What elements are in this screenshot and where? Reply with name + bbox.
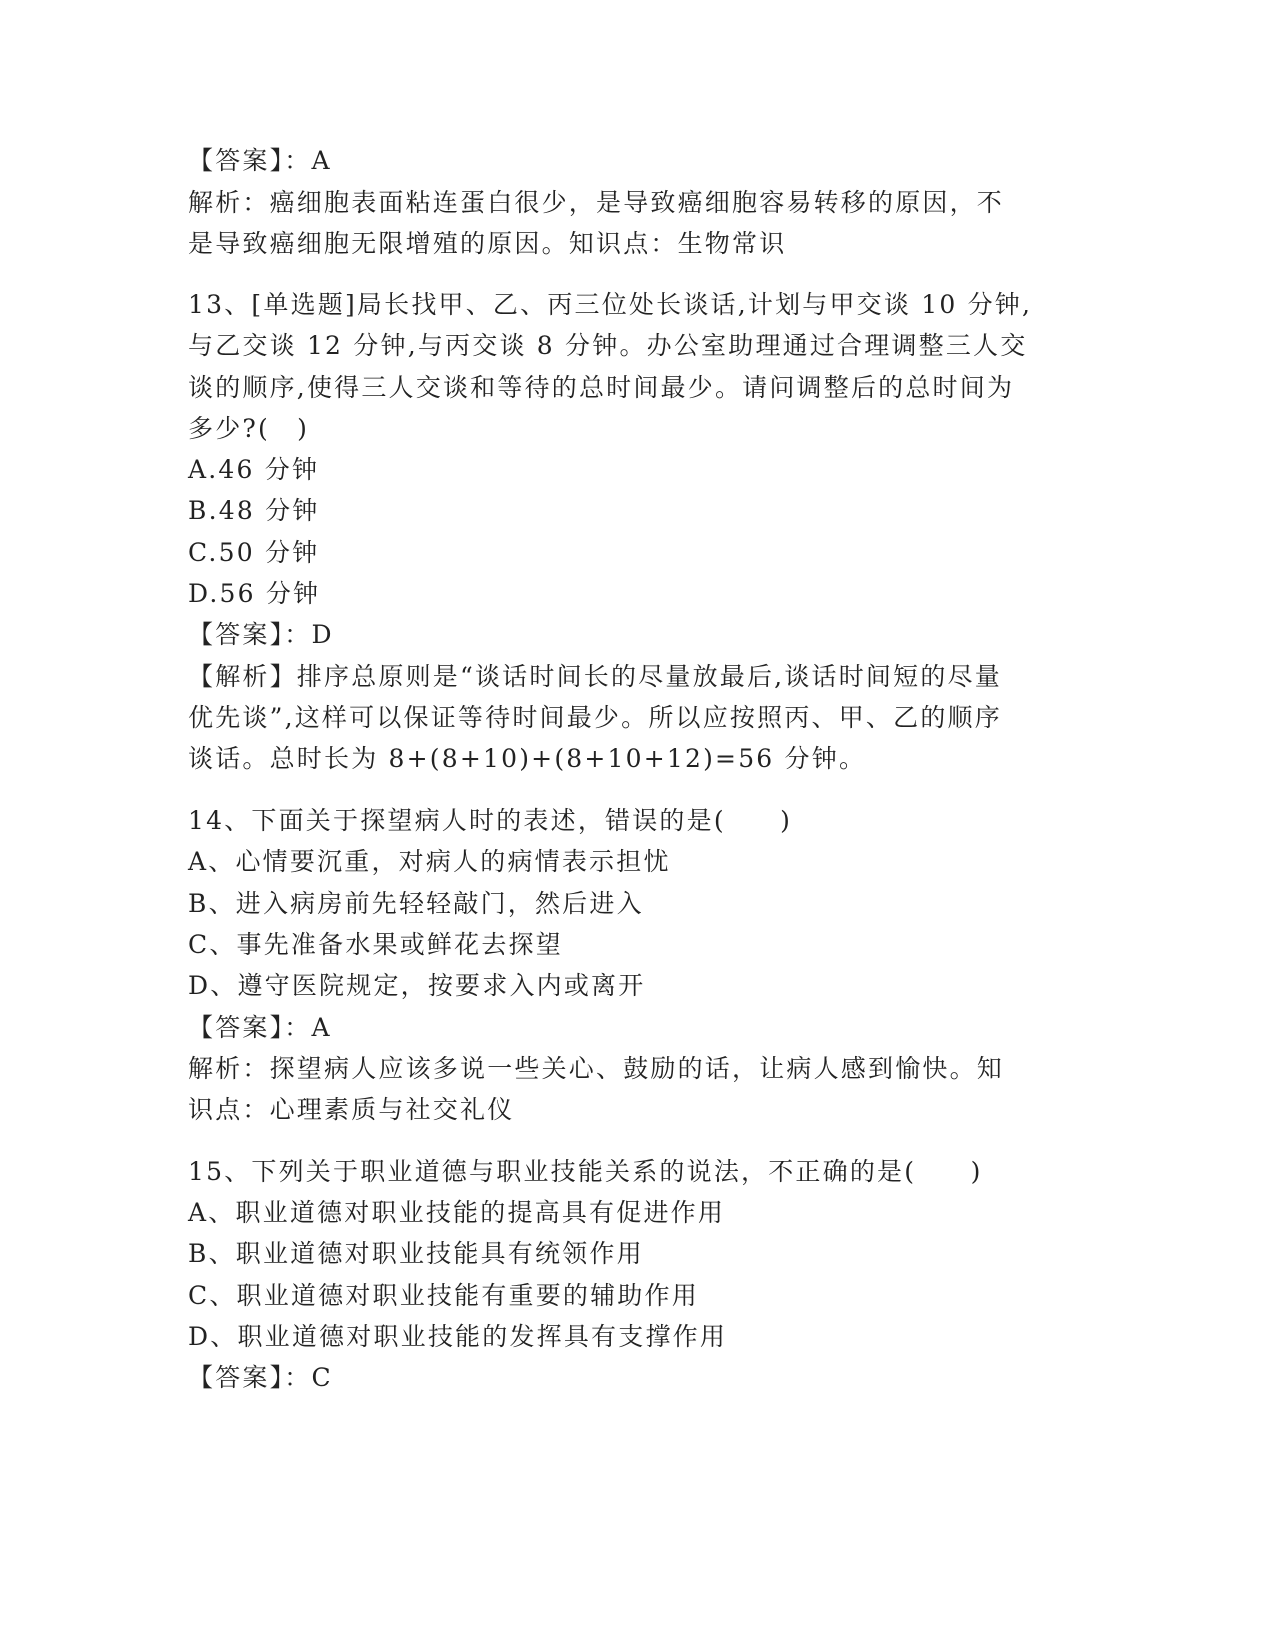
q13-stem-line-2: 与乙交谈 12 分钟,与丙交谈 8 分钟。办公室助理通过合理调整三人交	[188, 331, 1028, 360]
q13-option-b: B.48 分钟	[188, 496, 320, 525]
q12-answer: 【答案】：A	[188, 146, 332, 175]
q15-stem: 15、下列关于职业道德与职业技能关系的说法，不正确的是( )	[188, 1157, 983, 1186]
q13-stem-line-1: 13、[单选题]局长找甲、乙、丙三位处长谈话,计划与甲交谈 10 分钟,	[188, 290, 1033, 319]
q15-answer: 【答案】：C	[188, 1363, 333, 1392]
q13-option-c: C.50 分钟	[188, 538, 320, 567]
q14-answer: 【答案】：A	[188, 1013, 332, 1042]
q13-stem-line-3: 谈的顺序,使得三人交谈和等待的总时间最少。请问调整后的总时间为	[188, 373, 1015, 402]
q14-option-a: A、心情要沉重，对病人的病情表示担忧	[188, 847, 671, 876]
q13-analysis-line-1: 【解析】排序总原则是“谈话时间长的尽量放最后,谈话时间短的尽量	[188, 662, 1002, 691]
q13-answer: 【答案】：D	[188, 620, 334, 649]
q15-option-a: A、职业道德对职业技能的提高具有促进作用	[188, 1198, 726, 1227]
q14-option-d: D、遵守医院规定，按要求入内或离开	[188, 971, 646, 1000]
q13-option-a: A.46 分钟	[188, 455, 320, 484]
q14-option-c: C、事先准备水果或鲜花去探望	[188, 930, 563, 959]
q14-analysis-line-1: 解析：探望病人应该多说一些关心、鼓励的话，让病人感到愉快。知	[188, 1054, 1005, 1083]
q12-analysis-line-2: 是导致癌细胞无限增殖的原因。知识点：生物常识	[188, 229, 787, 258]
q14-option-b: B、进入病房前先轻轻敲门，然后进入	[188, 889, 644, 918]
q12-analysis-line-1: 解析：癌细胞表面粘连蛋白很少，是导致癌细胞容易转移的原因，不	[188, 188, 1005, 217]
q14-analysis-line-2: 识点：心理素质与社交礼仪	[188, 1095, 515, 1124]
q13-option-d: D.56 分钟	[188, 579, 321, 608]
q15-option-d: D、职业道德对职业技能的发挥具有支撑作用	[188, 1322, 728, 1351]
q13-stem-line-4: 多少?( )	[188, 414, 310, 443]
q13-analysis-line-2: 优先谈”,这样可以保证等待时间最少。所以应按照丙、甲、乙的顺序	[188, 703, 1002, 732]
q15-option-b: B、职业道德对职业技能具有统领作用	[188, 1239, 644, 1268]
q15-option-c: C、职业道德对职业技能有重要的辅助作用	[188, 1281, 699, 1310]
q14-stem: 14、下面关于探望病人时的表述，错误的是( )	[188, 806, 793, 835]
q13-analysis-line-3: 谈话。总时长为 8+(8+10)+(8+10+12)=56 分钟。	[188, 744, 867, 773]
